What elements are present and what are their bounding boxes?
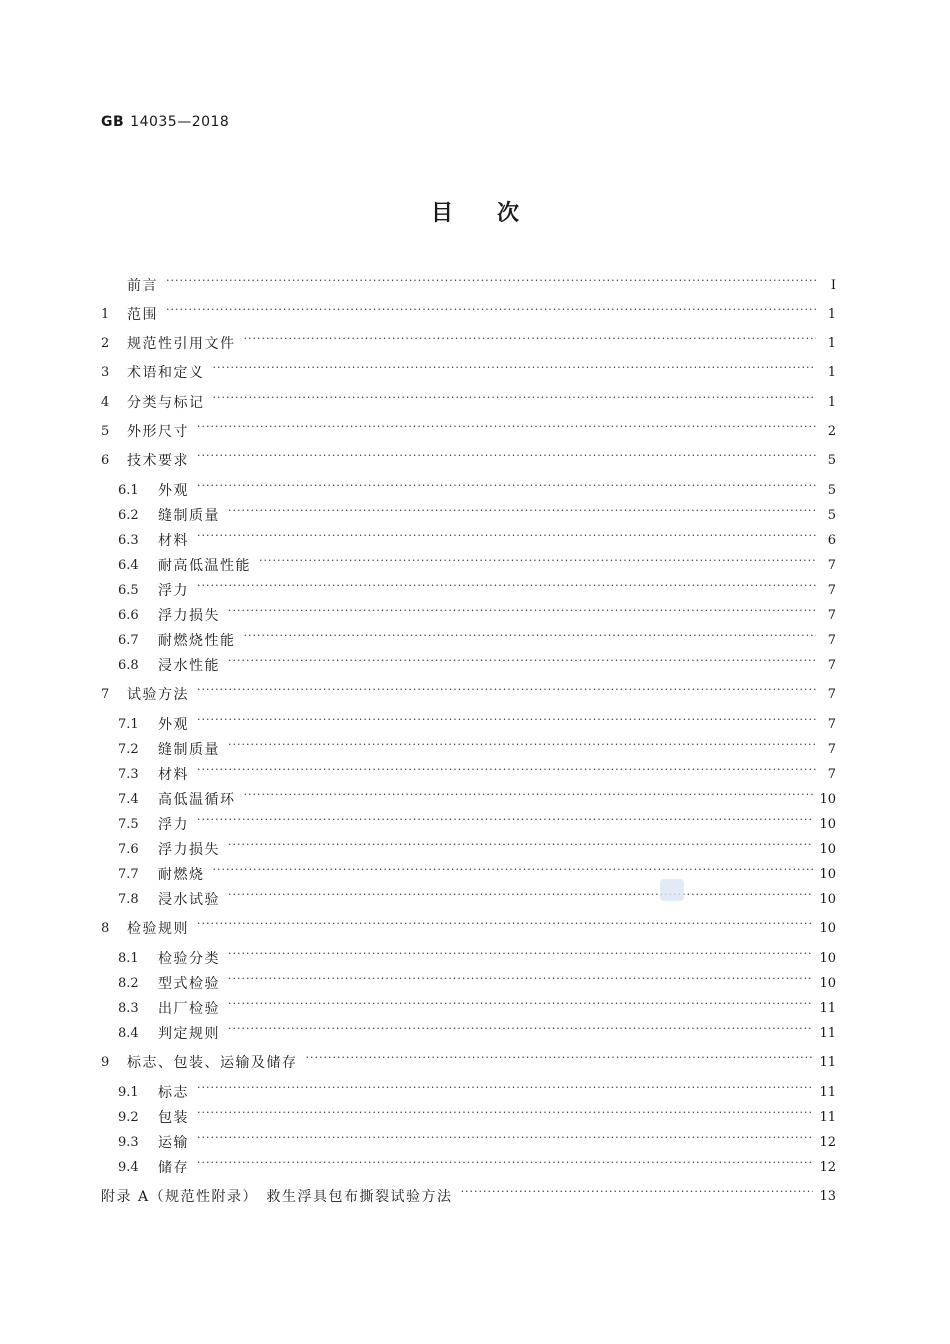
toc-entry-page: 7 [827,766,836,782]
toc-entry[interactable] [118,1106,836,1128]
toc-entry-title: 前言 [127,278,158,294]
toc-entry-title: 术语和定义 [127,365,205,381]
toc-entry-number: 2 [101,335,110,351]
toc-entry-page: 1 [827,335,836,351]
toc-entry[interactable] [118,838,836,860]
toc-entry[interactable] [118,947,836,969]
toc-entry[interactable] [118,713,836,735]
toc-leader-dots [197,717,816,731]
toc-entry-page: 5 [827,482,836,498]
toc-entry[interactable] [118,1156,836,1178]
toc-entry-title: 外观 [158,717,189,733]
title-part-2: 次 [497,201,520,226]
toc-entry-title: 浮力 [158,817,189,833]
toc-entry-number: 7 [101,686,110,702]
toc-leader-dots [228,608,816,622]
toc-entry-page: 11 [819,1025,836,1041]
toc-entry-number: 7.6 [118,841,139,857]
toc-entry-page: 2 [827,423,836,439]
toc-entry-title: 耐高低温性能 [158,558,251,574]
toc-entry-number: 7.4 [118,791,139,807]
toc-entry-number: 7.2 [118,741,139,757]
toc-entry-title: 包装 [158,1110,189,1126]
toc-entry[interactable] [101,449,836,471]
toc-entry-number: 8.4 [118,1025,139,1041]
toc-leader-dots [213,365,817,379]
toc-entry-page: 10 [819,816,836,832]
toc-entry[interactable] [118,888,836,910]
toc-entry-title: 耐燃烧 [158,867,205,883]
toc-entry-page: 1 [827,364,836,380]
toc-entry-number: 9.1 [118,1084,139,1100]
toc-entry-title: 缝制质量 [158,508,220,524]
toc-leader-dots [228,976,813,990]
watermark-stamp-icon [660,879,684,901]
title-part-1: 目 [430,201,453,226]
toc-leader-dots [461,1189,814,1203]
toc-leader-dots [197,687,816,701]
toc-entry[interactable] [118,763,836,785]
standard-prefix: GB [101,114,125,130]
toc-entry-number: 7.8 [118,891,139,907]
toc-entry-title: 检验规则 [127,921,189,937]
toc-entry-number: 6.5 [118,582,139,598]
toc-entry[interactable] [118,1131,836,1153]
toc-leader-dots [259,558,816,572]
toc-entry-title: 检验分类 [158,951,220,967]
toc-leader-dots [197,453,816,467]
toc-entry-number: 6 [101,452,110,468]
toc-leader-dots [197,583,816,597]
toc-entry[interactable] [101,917,836,939]
toc-entry-title: 浸水性能 [158,658,220,674]
toc-entry-number: 7.7 [118,866,139,882]
toc-entry-title: 外形尺寸 [127,424,189,440]
toc-entry-title: 浮力损失 [158,608,220,624]
toc-entry-page: 10 [819,866,836,882]
toc-entry-page: 7 [827,557,836,573]
toc-entry-page: 12 [819,1134,836,1150]
toc-leader-dots [197,1135,813,1149]
toc-leader-dots [228,892,813,906]
toc-entry-page: 12 [819,1159,836,1175]
toc-entry-title: 试验方法 [127,687,189,703]
toc-entry-number: 6.6 [118,607,139,623]
toc-leader-dots [197,1110,813,1124]
toc-entry-number: 7.3 [118,766,139,782]
toc-entry[interactable] [118,1081,836,1103]
toc-entry-title: 浸水试验 [158,892,220,908]
toc-entry-title: 型式检验 [158,976,220,992]
toc-entry-page: I [830,277,836,293]
toc-entry-page: 11 [819,1109,836,1125]
toc-entry-page: 7 [827,716,836,732]
toc-entry-page: 10 [819,975,836,991]
toc-entry-page: 1 [827,394,836,410]
toc-leader-dots [244,336,817,350]
toc-entry-title: 外观 [158,483,189,499]
toc-entry[interactable] [118,479,836,501]
toc-entry-number: 6.7 [118,632,139,648]
toc-entry-title: 浮力 [158,583,189,599]
toc-entry-title: 附录 A（规范性附录） 救生浮具包布撕裂试验方法 [101,1189,453,1205]
toc-entry-number: 7.5 [118,816,139,832]
toc-entry-title: 材料 [158,533,189,549]
toc-entry-number: 1 [101,306,110,322]
toc-leader-dots [197,921,813,935]
toc-entry-page: 1 [827,306,836,322]
toc-entry-number: 6.8 [118,657,139,673]
toc-entry-title: 范围 [127,307,158,323]
toc-entry-number: 9 [101,1054,110,1070]
toc-leader-dots [197,424,816,438]
toc-entry-page: 7 [827,741,836,757]
toc-entry-title: 分类与标记 [127,395,205,411]
toc-entry-page: 7 [827,632,836,648]
toc-leader-dots [228,842,813,856]
toc-entry[interactable] [101,420,836,442]
toc-entry-number: 6.3 [118,532,139,548]
toc-entry-page: 10 [819,891,836,907]
toc-entry[interactable] [118,654,836,676]
toc-leader-dots [228,1001,813,1015]
toc-entry-page: 10 [819,950,836,966]
toc-entry-title: 浮力损失 [158,842,220,858]
toc-entry-title: 规范性引用文件 [127,336,236,352]
toc-entry[interactable] [101,274,836,296]
toc-entry-page: 10 [819,841,836,857]
toc-entry-number: 5 [101,423,110,439]
toc-leader-dots [213,395,817,409]
toc-leader-dots [166,278,816,292]
toc-leader-dots [213,867,814,881]
toc-entry[interactable] [101,1185,836,1207]
toc-leader-dots [228,742,816,756]
toc-entry[interactable] [118,1022,836,1044]
toc-entry-title: 标志、包装、运输及储存 [127,1055,298,1071]
toc-leader-dots [197,767,816,781]
toc-entry-page: 11 [819,1054,836,1070]
toc-entry[interactable] [101,332,836,354]
toc-entry[interactable] [118,863,836,885]
toc-entry[interactable] [101,361,836,383]
toc-entry-title: 耐燃烧性能 [158,633,236,649]
toc-entry[interactable] [118,788,836,810]
toc-entry-number: 6.4 [118,557,139,573]
toc-entry-title: 判定规则 [158,1026,220,1042]
toc-entry-page: 7 [827,657,836,673]
toc-entry[interactable] [101,303,836,325]
toc-entry-title: 出厂检验 [158,1001,220,1017]
toc-entry-title: 缝制质量 [158,742,220,758]
toc-leader-dots [306,1055,814,1069]
toc-leader-dots [197,533,816,547]
toc-entry[interactable] [118,738,836,760]
toc-leader-dots [244,792,814,806]
toc-leader-dots [228,951,813,965]
toc-entry-number: 7.1 [118,716,139,732]
toc-entry-page: 7 [827,607,836,623]
toc-entry[interactable] [118,813,836,835]
toc-entry-page: 5 [827,452,836,468]
toc-entry-page: 10 [819,791,836,807]
toc-entry-number: 9.2 [118,1109,139,1125]
toc-entry-number: 6.1 [118,482,139,498]
toc-leader-dots [197,817,813,831]
toc-leader-dots [228,508,816,522]
toc-entry[interactable] [101,391,836,413]
toc-leader-dots [166,307,816,321]
toc-entry-title: 储存 [158,1160,189,1176]
toc-entry[interactable] [118,579,836,601]
toc-entry-number: 9.3 [118,1134,139,1150]
toc-entry-page: 6 [827,532,836,548]
toc-entry[interactable] [118,629,836,651]
toc-leader-dots [197,1160,813,1174]
standard-number: 14035—2018 [130,114,230,130]
toc-entry-page: 13 [819,1188,836,1204]
toc-entry-number: 8 [101,920,110,936]
toc-entry-title: 高低温循环 [158,792,236,808]
toc-entry[interactable] [118,504,836,526]
toc-entry-page: 10 [819,920,836,936]
toc-entry-number: 6.2 [118,507,139,523]
toc-entry-title: 材料 [158,767,189,783]
toc-entry[interactable] [118,554,836,576]
toc-entry-page: 7 [827,582,836,598]
toc-entry-page: 5 [827,507,836,523]
toc-entry-number: 4 [101,394,110,410]
toc-leader-dots [197,1085,813,1099]
toc-entry[interactable] [118,529,836,551]
toc-entry-number: 9.4 [118,1159,139,1175]
toc-entry-number: 8.3 [118,1000,139,1016]
toc-entry-page: 7 [827,686,836,702]
toc-entry[interactable] [101,683,836,705]
toc-leader-dots [244,633,817,647]
toc-entry-page: 11 [819,1000,836,1016]
toc-leader-dots [228,658,816,672]
toc-entry-page: 11 [819,1084,836,1100]
toc-entry[interactable] [118,604,836,626]
toc-entry-number: 3 [101,364,110,380]
toc-entry-title: 运输 [158,1135,189,1151]
toc-entry-number: 8.2 [118,975,139,991]
toc-entry[interactable] [118,972,836,994]
standard-code [101,114,229,130]
toc-entry[interactable] [118,997,836,1019]
toc-entry-title: 标志 [158,1085,189,1101]
toc-entry[interactable] [101,1051,836,1073]
toc-entry-number: 8.1 [118,950,139,966]
toc-leader-dots [228,1026,813,1040]
toc-leader-dots [197,483,816,497]
page-title [0,196,950,227]
toc-entry-title: 技术要求 [127,453,189,469]
